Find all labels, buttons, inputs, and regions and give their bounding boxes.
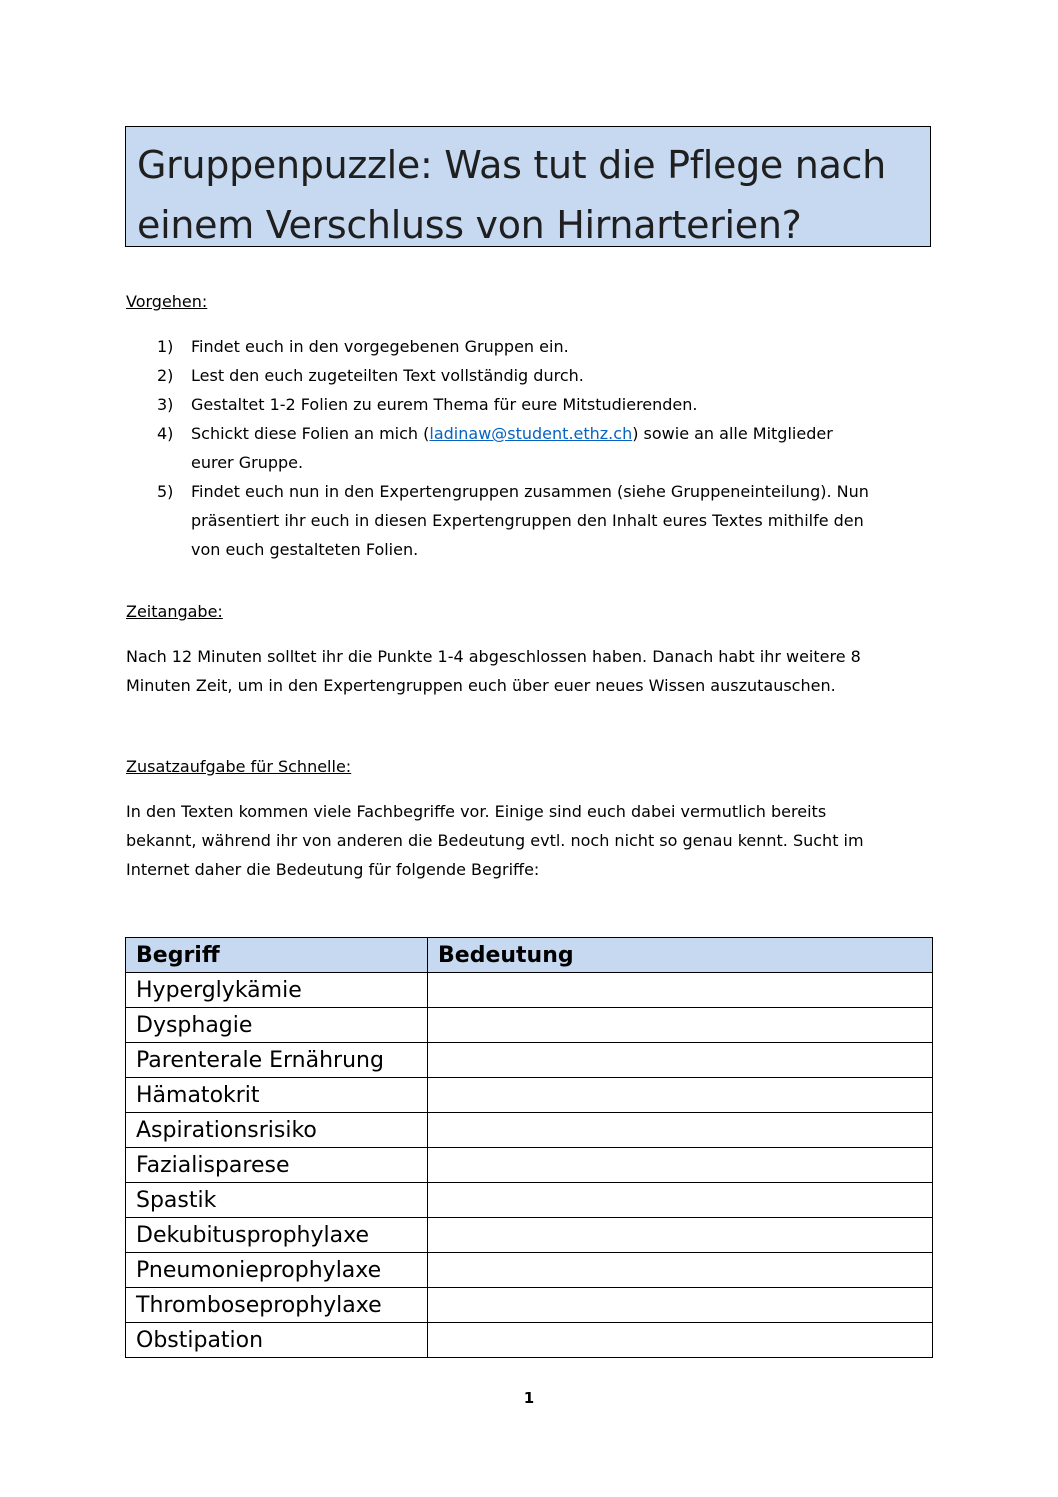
term-cell: Hyperglykämie <box>126 973 428 1008</box>
table-row <box>126 1148 933 1183</box>
time-line-1: Nach 12 Minuten solltet ihr die Punkte 1-4 abgeschlossen haben. Danach habt ihr weitere 8 <box>126 647 861 666</box>
term-cell: Dekubitusprophylaxe <box>126 1218 428 1253</box>
procedure-steps <box>157 332 931 564</box>
time-heading: Zeitangabe: <box>126 602 223 621</box>
list-item <box>157 419 931 477</box>
term-cell: Aspirationsrisiko <box>126 1113 428 1148</box>
meaning-cell[interactable] <box>428 1253 933 1288</box>
step-text: Findet euch nun in den Expertengruppen zusammen (siehe Gruppeneinteilung). Nun <box>191 482 869 501</box>
table-row <box>126 1043 933 1078</box>
term-cell: Pneumonieprophylaxe <box>126 1253 428 1288</box>
extra-paragraph <box>126 797 864 884</box>
step-number: 3) <box>157 395 174 414</box>
step-text-continued: eurer Gruppe. <box>191 453 304 472</box>
extra-line-1: In den Texten kommen viele Fachbegriffe vor. Einige sind euch dabei vermutlich bereits <box>126 802 827 821</box>
extra-line-3: Internet daher die Bedeutung für folgende Begriffe: <box>126 860 540 879</box>
list-item <box>157 361 931 390</box>
meaning-cell[interactable] <box>428 1288 933 1323</box>
term-cell: Hämatokrit <box>126 1078 428 1113</box>
step-text-continued: präsentiert ihr euch in diesen Expertengruppen den Inhalt eures Textes mithilfe den <box>191 511 864 530</box>
table-row <box>126 1323 933 1358</box>
time-line-2: Minuten Zeit, um in den Expertengruppen euch über euer neues Wissen auszutauschen. <box>126 676 836 695</box>
step-text <box>191 419 931 448</box>
step-text: Gestaltet 1-2 Folien zu eurem Thema für eure Mitstudierenden. <box>191 395 698 414</box>
step-number: 5) <box>157 482 174 501</box>
terms-table <box>125 937 933 1358</box>
extra-line-2: bekannt, während ihr von anderen die Bedeutung evtl. noch nicht so genau kennt. Sucht im <box>126 831 864 850</box>
table-row <box>126 1078 933 1113</box>
title-line-1: Gruppenpuzzle: Was tut die Pflege nach <box>137 143 886 187</box>
column-header-meaning: Bedeutung <box>428 938 933 973</box>
meaning-cell[interactable] <box>428 1043 933 1078</box>
list-item <box>157 332 931 361</box>
table-row <box>126 1008 933 1043</box>
table-row <box>126 1183 933 1218</box>
table-row <box>126 1288 933 1323</box>
step-text: Lest den euch zugeteilten Text vollständig durch. <box>191 366 584 385</box>
meaning-cell[interactable] <box>428 1113 933 1148</box>
meaning-cell[interactable] <box>428 1323 933 1358</box>
term-cell: Spastik <box>126 1183 428 1218</box>
term-cell: Dysphagie <box>126 1008 428 1043</box>
step-number: 1) <box>157 337 174 356</box>
meaning-cell[interactable] <box>428 1148 933 1183</box>
term-cell: Fazialisparese <box>126 1148 428 1183</box>
meaning-cell[interactable] <box>428 1078 933 1113</box>
email-link[interactable]: ladinaw@student.ethz.ch <box>429 424 633 443</box>
extra-heading: Zusatzaufgabe für Schnelle: <box>126 757 352 776</box>
meaning-cell[interactable] <box>428 973 933 1008</box>
step-text-before: Schickt diese Folien an mich ( <box>191 424 430 443</box>
table-header-row <box>126 938 933 973</box>
page-number: 1 <box>523 1389 535 1407</box>
column-header-term: Begriff <box>126 938 428 973</box>
meaning-cell[interactable] <box>428 1218 933 1253</box>
step-text: Findet euch in den vorgegebenen Gruppen ein. <box>191 337 569 356</box>
title-line-2: einem Verschluss von Hirnarterien? <box>137 203 802 247</box>
time-paragraph <box>126 642 861 700</box>
list-item <box>157 477 931 564</box>
term-cell: Thromboseprophylaxe <box>126 1288 428 1323</box>
list-item <box>157 390 931 419</box>
table-row <box>126 1253 933 1288</box>
table-row <box>126 1113 933 1148</box>
table-row <box>126 1218 933 1253</box>
meaning-cell[interactable] <box>428 1008 933 1043</box>
term-cell: Parenterale Ernährung <box>126 1043 428 1078</box>
step-text-after: ) sowie an alle Mitglieder <box>632 424 833 443</box>
procedure-heading: Vorgehen: <box>126 292 208 311</box>
table-row <box>126 973 933 1008</box>
term-cell: Obstipation <box>126 1323 428 1358</box>
step-number: 2) <box>157 366 174 385</box>
meaning-cell[interactable] <box>428 1183 933 1218</box>
step-text-continued: von euch gestalteten Folien. <box>191 540 419 559</box>
step-number: 4) <box>157 424 174 443</box>
title-box <box>125 126 931 247</box>
